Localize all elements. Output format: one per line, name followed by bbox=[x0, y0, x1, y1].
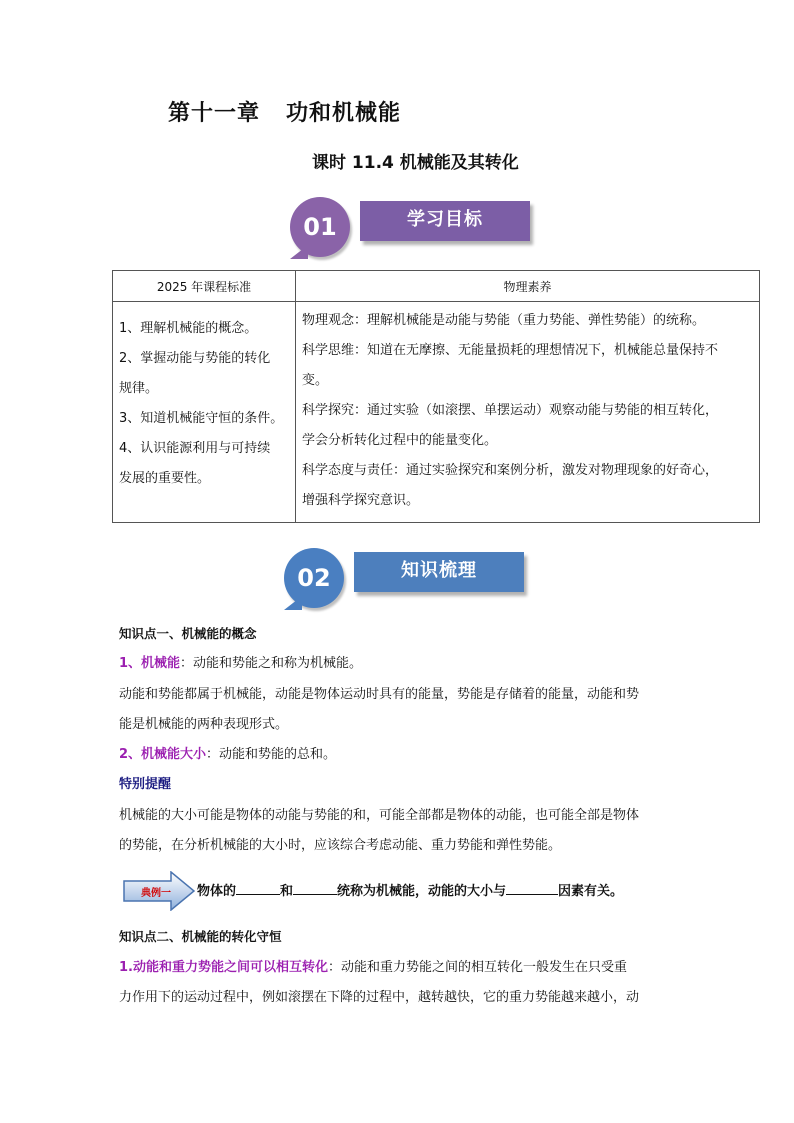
goal-line: 发展的重要性。 bbox=[119, 471, 211, 486]
standards-table bbox=[112, 270, 760, 523]
special-note-title: 特别提醒 bbox=[119, 777, 172, 792]
table-row bbox=[113, 302, 760, 523]
kp1-item2 bbox=[119, 740, 689, 770]
example-text-part: 因素有关。 bbox=[558, 884, 624, 899]
fill-blank[interactable] bbox=[506, 882, 558, 895]
chapter-title: 第十一章 功和机械能 bbox=[168, 101, 401, 126]
goal-line: 1、理解机械能的概念。 bbox=[119, 321, 258, 336]
table-cell-literacy bbox=[296, 302, 760, 523]
kp2-item1 bbox=[119, 953, 689, 983]
lesson-title: 课时 11.4 机械能及其转化 bbox=[312, 153, 519, 173]
literacy-line: 变。 bbox=[302, 373, 329, 388]
literacy-line: 科学探究：通过实验（如滚摆、单摆运动）观察动能与势能的相互转化， bbox=[302, 403, 719, 418]
knowledge-point-2-title: 知识点二、机械能的转化守恒 bbox=[119, 929, 282, 944]
example-label: 典例一 bbox=[141, 888, 171, 899]
section-label: 知识梳理 bbox=[354, 552, 524, 592]
kp1-para-line: 动能和势能都属于机械能，动能是物体运动时具有的能量，势能是存储着的能量，动能和势 bbox=[119, 687, 640, 702]
table-header-standard: 2025 年课程标准 bbox=[113, 271, 296, 302]
kp2-item1-text: ：动能和重力势能之间的相互转化一般发生在只受重 bbox=[327, 960, 627, 975]
kp1-item1-text: ：动能和势能之和称为机械能。 bbox=[180, 656, 363, 671]
kp2-item1-label: 1.动能和重力势能之间可以相互转化 bbox=[119, 960, 328, 975]
example-text-part: 和 bbox=[280, 884, 294, 899]
section-number: 02 bbox=[284, 548, 344, 608]
section-number: 01 bbox=[290, 197, 350, 257]
example-text-part: 统称为机械能，动能的大小与 bbox=[337, 884, 507, 899]
kp1-item1-label: 1、机械能 bbox=[119, 656, 181, 671]
goal-line: 3、知道机械能守恒的条件。 bbox=[119, 411, 284, 426]
fill-blank[interactable] bbox=[236, 882, 280, 895]
literacy-line: 增强科学探究意识。 bbox=[302, 493, 420, 508]
example-question bbox=[197, 880, 623, 899]
kp1-item2-text: ：动能和势能的总和。 bbox=[206, 747, 337, 762]
goal-line: 4、认识能源利用与可持续 bbox=[119, 441, 271, 456]
kp1-item1 bbox=[119, 649, 689, 679]
kp2-line: 力作用下的运动过程中，例如滚摆在下降的过程中，越转越快，它的重力势能越来越小，动 bbox=[119, 990, 640, 1005]
special-note-line: 机械能的大小可能是物体的动能与势能的和，可能全部都是物体的动能，也可能全部是物体 bbox=[119, 808, 640, 823]
section-badge-knowledge bbox=[284, 548, 534, 612]
literacy-line: 学会分析转化过程中的能量变化。 bbox=[302, 433, 498, 448]
example-text-part: 物体的 bbox=[197, 884, 237, 899]
knowledge-point-1-title: 知识点一、机械能的概念 bbox=[119, 626, 257, 641]
example-badge bbox=[123, 871, 195, 911]
literacy-line: 科学思维：知道在无摩擦、无能量损耗的理想情况下，机械能总量保持不 bbox=[302, 343, 719, 358]
fill-blank[interactable] bbox=[293, 882, 337, 895]
literacy-line: 科学态度与责任：通过实验探究和案例分析，激发对物理现象的好奇心， bbox=[302, 463, 719, 478]
kp1-item2-label: 2、机械能大小 bbox=[119, 747, 207, 762]
section-badge-goals bbox=[290, 197, 540, 261]
kp1-para-line: 能是机械能的两种表现形式。 bbox=[119, 717, 289, 732]
goal-line: 2、掌握动能与势能的转化 bbox=[119, 351, 271, 366]
special-note-line: 的势能，在分析机械能的大小时，应该综合考虑动能、重力势能和弹性势能。 bbox=[119, 838, 562, 853]
literacy-line: 物理观念：理解机械能是动能与势能（重力势能、弹性势能）的统称。 bbox=[302, 313, 706, 328]
section-label: 学习目标 bbox=[360, 201, 530, 241]
table-header-row bbox=[113, 271, 760, 302]
table-cell-goals bbox=[113, 302, 296, 523]
table-header-literacy: 物理素养 bbox=[296, 271, 760, 302]
goal-line: 规律。 bbox=[119, 381, 159, 396]
